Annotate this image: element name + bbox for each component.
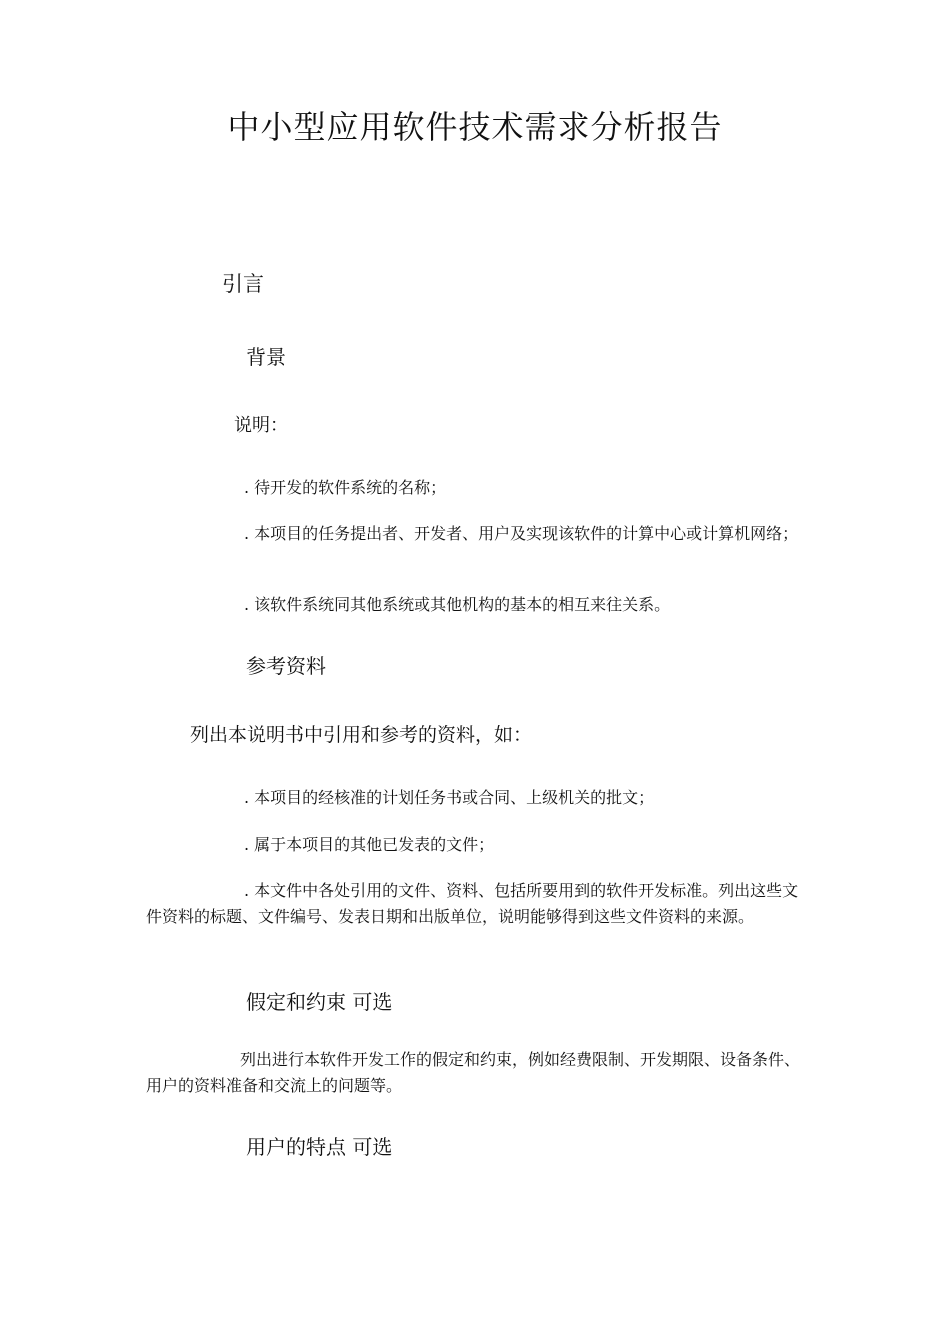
background-item-3: . 该软件系统同其他系统或其他机构的基本的相互来往关系。 bbox=[244, 595, 671, 614]
background-item-1: . 待开发的软件系统的名称； bbox=[244, 478, 447, 497]
subsection-heading-assumptions: 假定和约束 可选 bbox=[246, 990, 393, 1014]
references-item-3: . 本文件中各处引用的文件、资料、包括所要用到的软件开发标准。列出这些文件资料的标题、文件编号、发表日期和出版单位，说明能够得到这些文件资料的来源。 bbox=[146, 881, 799, 926]
document-title: 中小型应用软件技术需求分析报告 bbox=[227, 108, 723, 146]
subsection-heading-background: 背景 bbox=[246, 345, 286, 369]
assumptions-paragraph: 列出进行本软件开发工作的假定和约束，例如经费限制、开发期限、设备条件、用户的资料准备和交流上的问题等。 bbox=[146, 1050, 801, 1095]
subsection-heading-references: 参考资料 bbox=[246, 654, 326, 678]
references-item-1: . 本项目的经核准的计划任务书或合同、上级机关的批文； bbox=[244, 788, 655, 807]
background-item-2: . 本项目的任务提出者、开发者、用户及实现该软件的计算中心或计算机网络； bbox=[244, 524, 799, 543]
explain-label: 说明： bbox=[234, 415, 288, 436]
subsection-heading-user-traits: 用户的特点 可选 bbox=[246, 1135, 393, 1159]
section-heading-intro: 引言 bbox=[222, 272, 264, 296]
references-item-2: . 属于本项目的其他已发表的文件； bbox=[244, 835, 495, 854]
references-intro: 列出本说明书中引用和参考的资料，如： bbox=[190, 724, 533, 746]
